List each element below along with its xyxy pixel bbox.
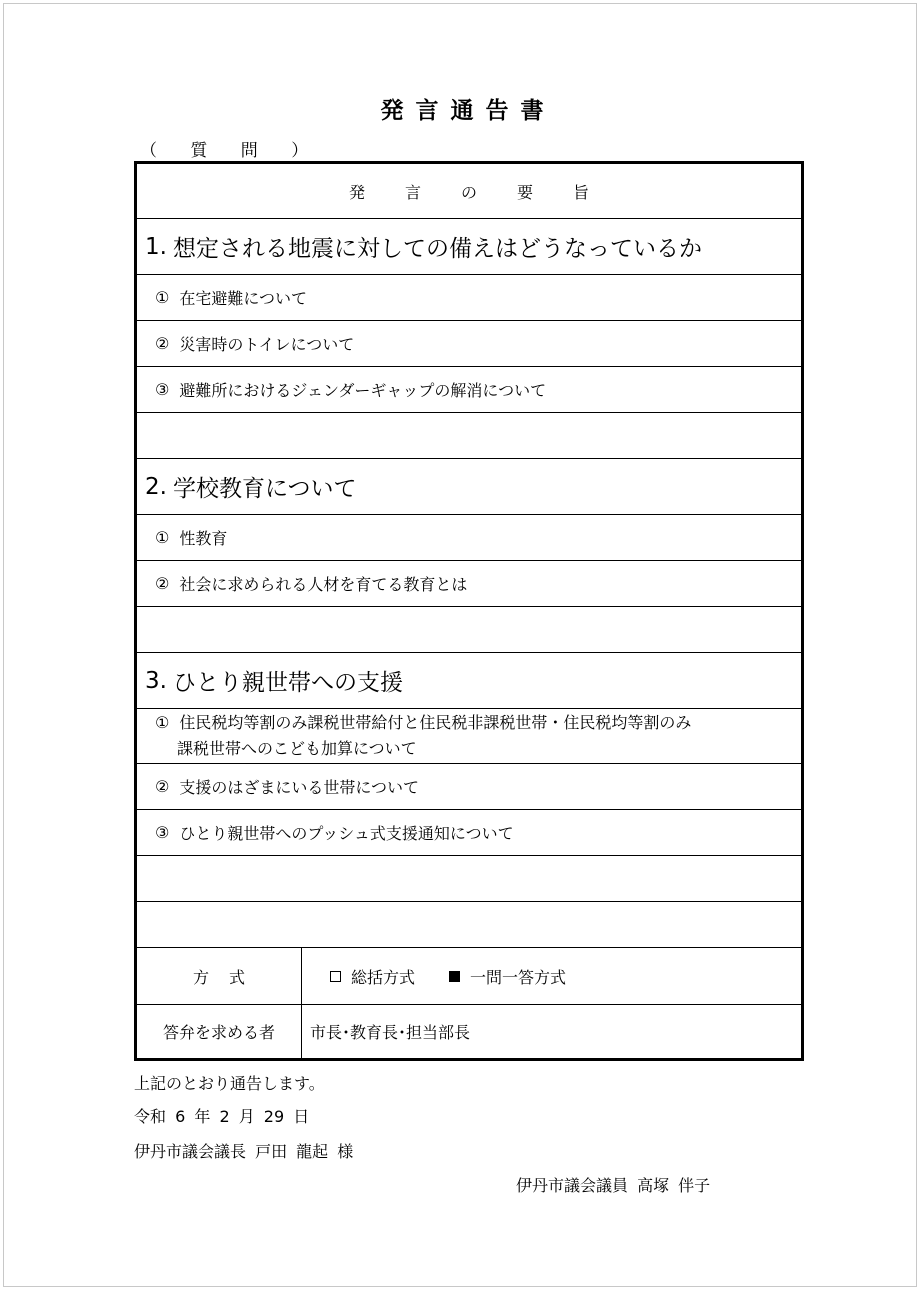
topic-3-item-3: [137, 810, 801, 856]
item-text: 住民税均等割のみ課税世帯給付と住民税非課税世帯・住民税均等割のみ: [179, 713, 692, 732]
item-line-2: 課税世帯へのこども加算について: [177, 739, 417, 758]
item-mark: ①: [155, 528, 170, 547]
topic-3-item-2: [137, 764, 801, 810]
topic-3-number: 3.: [145, 667, 167, 694]
topic-1-item-2: [137, 321, 801, 367]
item-text: 社会に求められる人材を育てる教育とは: [179, 575, 468, 594]
topic-2-number: 2.: [145, 473, 167, 500]
topic-1-item-3: [137, 367, 801, 413]
date-text: 令和 6 年 2 月 29 日: [134, 1107, 310, 1126]
topic-1-number: 1.: [145, 233, 167, 260]
document-type: （ 質 問 ）: [140, 141, 323, 161]
item-text: 災害時のトイレについて: [179, 335, 355, 354]
item-text: 支援のはざまにいる世帯について: [179, 778, 420, 797]
topic-3-title: ひとり親世帯への支援: [172, 670, 403, 696]
topic-1: [137, 219, 801, 275]
item-mark: ①: [155, 713, 170, 732]
topic-2-item-2: [137, 561, 801, 607]
table-header-label: 発言の要旨: [348, 182, 629, 202]
topic-3: [137, 653, 801, 709]
blank-row: [137, 607, 801, 653]
table-header: [137, 164, 801, 219]
notice-text: 上記のとおり通告します。: [134, 1074, 325, 1093]
item-text: 性教育: [179, 529, 228, 548]
method-row: [137, 948, 801, 1005]
method-label: 方式: [192, 967, 265, 987]
addressee-text: 伊丹市議会議長 戸田 龍起 様: [134, 1142, 354, 1161]
document-title: 発言通告書: [380, 98, 556, 124]
topic-2-item-1: [137, 515, 801, 561]
blank-row: [137, 856, 801, 902]
checkbox-filled-icon[interactable]: [449, 971, 460, 982]
option-one-by-one[interactable]: [449, 965, 566, 988]
item-text: 在宅避難について: [179, 289, 308, 308]
item-text: ひとり親世帯へのプッシュ式支援通知について: [179, 824, 514, 843]
answerer-label-cell: [137, 1005, 302, 1058]
item-mark: ③: [155, 823, 170, 842]
answerer-label: 答弁を求める者: [162, 1023, 275, 1042]
answerer-value: 市長･教育長･担当部長: [310, 1023, 471, 1042]
checkbox-empty-icon[interactable]: [330, 971, 341, 982]
blank-row: [137, 413, 801, 459]
item-line-1: [155, 710, 691, 736]
item-mark: ②: [155, 574, 170, 593]
method-label-cell: [137, 948, 302, 1004]
blank-row: [137, 902, 801, 948]
topic-2-title: 学校教育について: [172, 476, 357, 502]
item-mark: ②: [155, 777, 170, 796]
answerer-row: [137, 1005, 801, 1058]
answerer-value-cell: [302, 1005, 801, 1058]
option-summary[interactable]: [330, 965, 415, 988]
item-mark: ②: [155, 334, 170, 353]
item-mark: ③: [155, 380, 170, 399]
topic-1-title: 想定される地震に対しての備えはどうなっているか: [172, 236, 702, 262]
topic-2: [137, 459, 801, 515]
sender-text: 伊丹市議会議員 高塚 伴子: [516, 1176, 711, 1195]
option-summary-label: 総括方式: [351, 967, 416, 987]
statement-table: [134, 161, 804, 1061]
option-one-by-one-label: 一問一答方式: [470, 967, 567, 987]
item-text: 避難所におけるジェンダーギャップの解消について: [179, 381, 547, 400]
method-options: [302, 948, 801, 1004]
topic-3-item-1: [137, 709, 801, 764]
item-mark: ①: [155, 288, 170, 307]
topic-1-item-1: [137, 275, 801, 321]
